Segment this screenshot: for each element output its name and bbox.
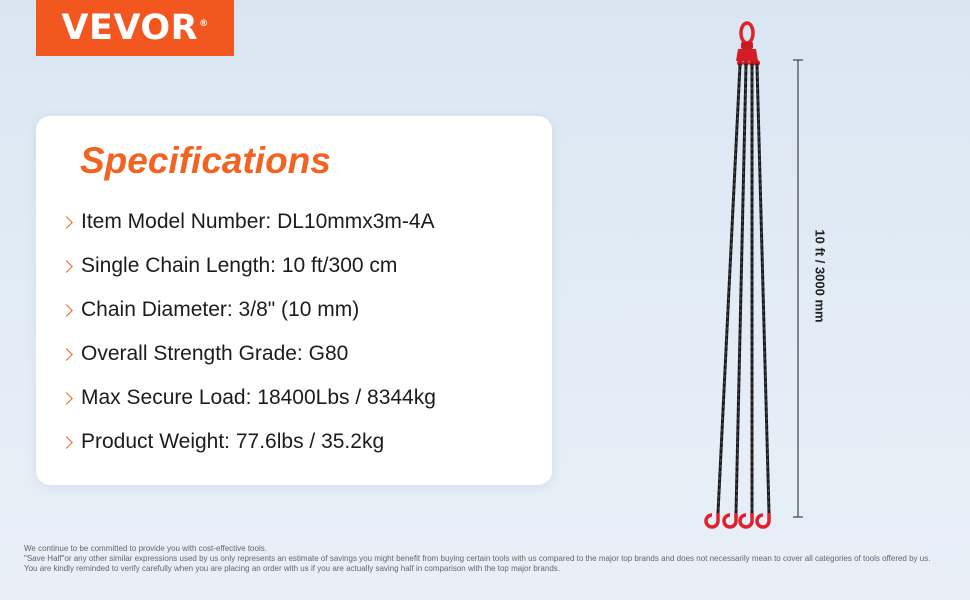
disclaimer-text bbox=[24, 544, 959, 574]
disclaimer-line: "Save Half"or any other similar expressions used by us only represents an estimate of savings you might benefit from buying certain tools with us compared to the major top brands and does not necessarily mean to cover all categories of tools offered by us. bbox=[24, 554, 931, 563]
spec-item-strength-grade bbox=[60, 332, 436, 376]
brand-name: VEVOR® bbox=[61, 7, 209, 48]
registered-mark: ® bbox=[199, 18, 209, 29]
disclaimer-line: We continue to be committed to provide you with cost-effective tools. bbox=[24, 544, 267, 553]
spec-item-product-weight bbox=[60, 420, 436, 464]
specifications-title: Specifications bbox=[80, 140, 331, 181]
spec-item-chain-length bbox=[60, 244, 436, 288]
specifications-list bbox=[60, 200, 436, 464]
master-link bbox=[736, 23, 760, 66]
chain-sling-image bbox=[690, 15, 820, 540]
chevron-right-icon bbox=[60, 260, 73, 273]
spec-item-label: Single Chain Length: 10 ft/300 cm bbox=[81, 254, 398, 277]
dimension-label: 10 ft / 3000 mm bbox=[812, 229, 828, 323]
chevron-right-icon bbox=[60, 436, 73, 449]
dimension-line bbox=[793, 60, 803, 517]
specifications-card bbox=[36, 116, 552, 485]
chain-legs bbox=[718, 65, 769, 513]
spec-item-label: Product Weight: 77.6lbs / 35.2kg bbox=[81, 430, 385, 453]
chevron-right-icon bbox=[60, 216, 73, 229]
chevron-right-icon bbox=[60, 304, 73, 317]
spec-item-max-load bbox=[60, 376, 436, 420]
hooks bbox=[706, 513, 769, 527]
spec-item-label: Item Model Number: DL10mmx3m-4A bbox=[81, 210, 435, 233]
spec-item-label: Overall Strength Grade: G80 bbox=[81, 342, 349, 365]
chevron-right-icon bbox=[60, 348, 73, 361]
disclaimer-line: You are kindly reminded to verify carefully when you are placing an order with us if you are actually saving half in comparison with the top major brands. bbox=[24, 564, 560, 573]
spec-item-label: Chain Diameter: 3/8" (10 mm) bbox=[81, 298, 360, 321]
spec-item-label: Max Secure Load: 18400Lbs / 8344kg bbox=[81, 386, 436, 409]
spec-item-chain-diameter bbox=[60, 288, 436, 332]
brand-logo bbox=[36, 0, 234, 56]
spec-item-model-number bbox=[60, 200, 436, 244]
chevron-right-icon bbox=[60, 392, 73, 405]
